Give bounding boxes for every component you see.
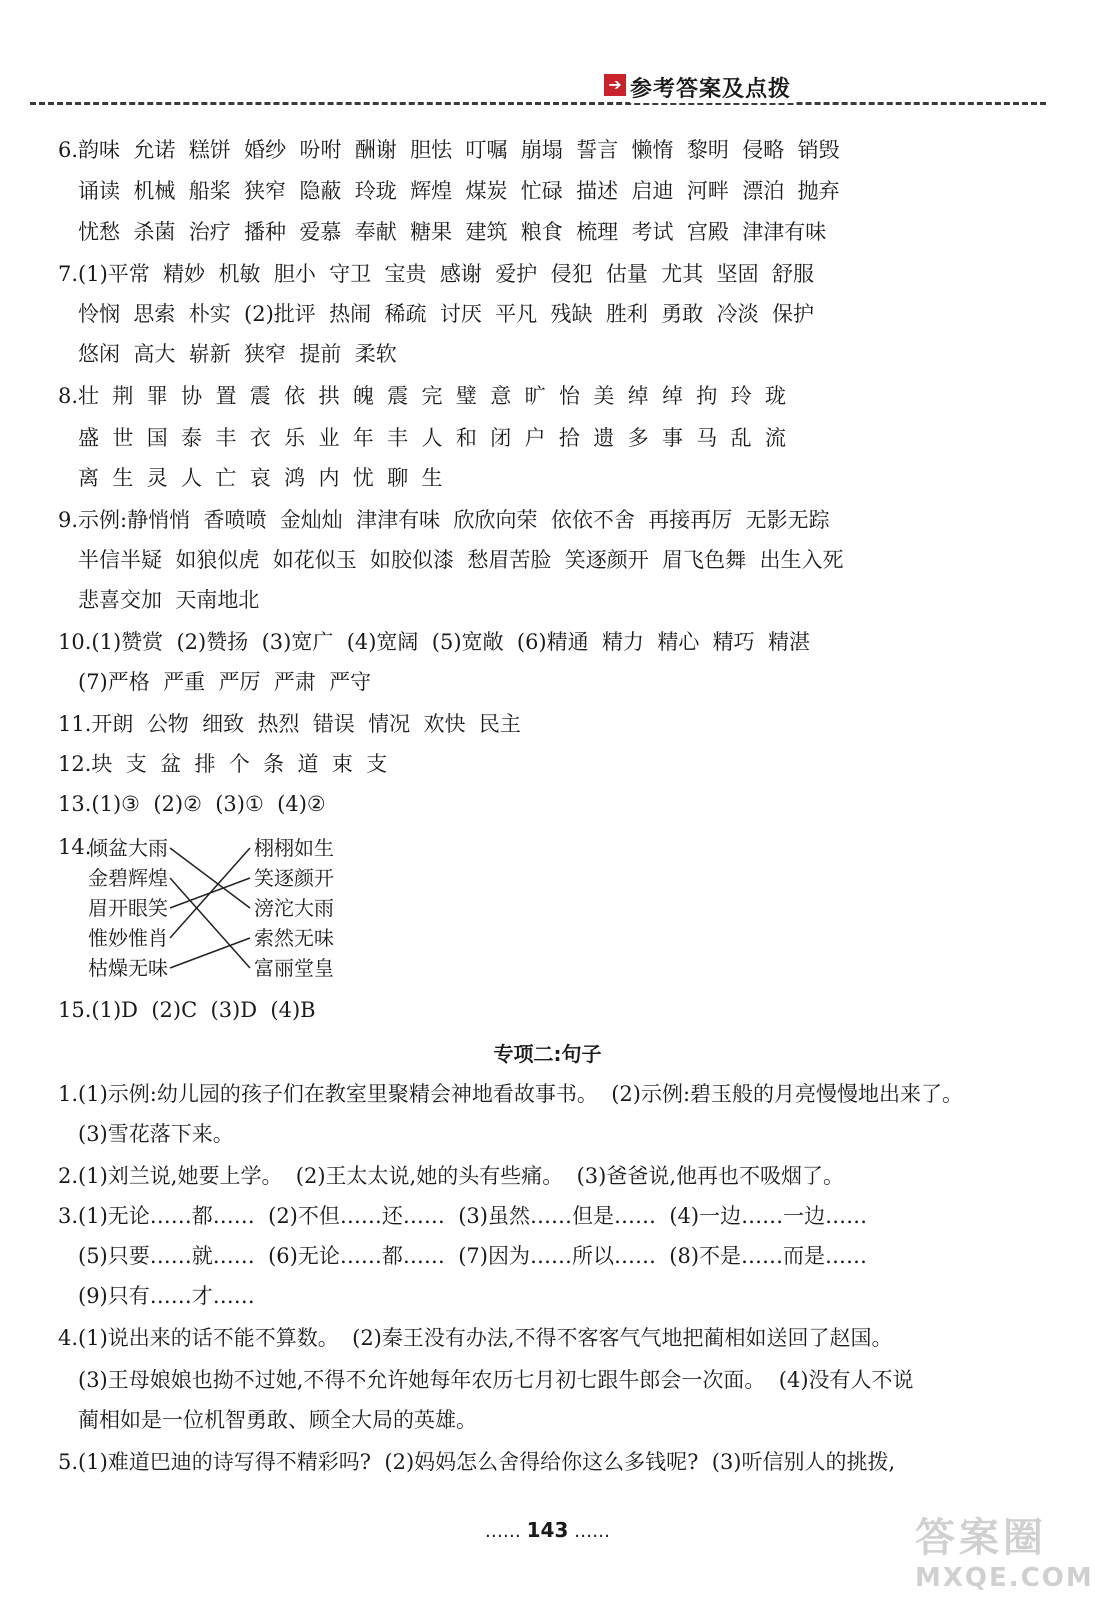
answer-line: (5)只要……就…… (6)无论……都…… (7)因为……所以…… (8)不是……而是……	[78, 1244, 868, 1268]
header-dashed-rule	[30, 102, 1046, 105]
q15-answer: 15.(1)D (2)C (3)D (4)B	[58, 998, 316, 1022]
match-line	[170, 848, 250, 938]
q14-left-item: 倾盆大雨	[88, 836, 168, 860]
watermark-top: 答案圈	[915, 1515, 1047, 1561]
answer-line: (7)严格 严重 严厉 严肃 严守	[78, 670, 372, 694]
answer-line: 1.(1)示例:幼儿园的孩子们在教室里聚精会神地看故事书。 (2)示例:碧玉般的月亮慢慢地出来了。	[58, 1082, 964, 1106]
answer-line: (3)王母娘娘也拗不过她,不得不允许她每年农历七月初七跟牛郎会一次面。 (4)没有人不说	[78, 1368, 914, 1392]
answer-line: 2.(1)刘兰说,她要上学。 (2)王太太说,她的头有些痛。 (3)爸爸说,他再也不吸烟了。	[58, 1164, 845, 1188]
answer-line: 盛 世 国 泰 丰 衣 乐 业 年 丰 人 和 闭 户 拾 遗 多 事 马 乱 流	[78, 426, 787, 450]
answer-line: 11.开朗 公物 细致 热烈 错误 情况 欢快 民主	[58, 712, 521, 736]
q14-left-item: 惟妙惟肖	[88, 926, 168, 950]
match-line	[170, 878, 250, 908]
q14-right-item: 栩栩如生	[254, 836, 334, 860]
answer-line: 4.(1)说出来的话不能不算数。 (2)秦王没有办法,不得不客客气气地把蔺相如送回了赵国。	[58, 1326, 893, 1350]
answer-line: 怜悯 思索 朴实 (2)批评 热闹 稀疏 讨厌 平凡 残缺 胜利 勇敢 冷淡 保护	[78, 302, 814, 326]
q14-right-item: 滂沱大雨	[254, 896, 334, 920]
answer-line: 6.韵味 允诺 糕饼 婚纱 吩咐 酬谢 胆怯 叮嘱 崩塌 誓言 懒惰 黎明 侵略 销毁	[58, 138, 840, 162]
q14-right-item: 索然无味	[254, 926, 334, 950]
section-title: 专项二:句子	[493, 1042, 602, 1066]
answer-line: 诵读 机械 船桨 狭窄 隐蔽 玲珑 辉煌 煤炭 忙碌 描述 启迪 河畔 漂泊 抛弃	[78, 179, 840, 203]
watermark-bottom: MXQE.COM	[915, 1563, 1094, 1593]
answer-line: 半信半疑 如狼似虎 如花似玉 如胶似漆 愁眉苦脸 笑逐颜开 眉飞色舞 出生入死	[78, 548, 844, 572]
answer-line: 10.(1)赞赏 (2)赞扬 (3)宽广 (4)宽阔 (5)宽敞 (6)精通 精力 精心 精巧 精湛	[58, 630, 811, 654]
footer-dots: ……	[484, 1521, 521, 1542]
q14-left-item: 眉开眼笑	[88, 896, 168, 920]
q14-right-item: 富丽堂皇	[254, 956, 334, 980]
answer-line: 蔺相如是一位机智勇敢、顾全大局的英雄。	[78, 1408, 477, 1432]
q14-right-item: 笑逐颜开	[254, 866, 334, 890]
watermark-logo	[915, 1506, 1094, 1594]
match-line	[170, 878, 250, 968]
answer-line: 13.(1)③ (2)② (3)① (4)②	[58, 792, 326, 816]
answer-line: 悲喜交加 天南地北	[78, 588, 260, 612]
q14-number: 14.	[58, 835, 92, 859]
arrow-right-icon: ➔	[604, 74, 626, 96]
footer-dots: ……	[574, 1521, 611, 1542]
answer-line: 3.(1)无论……都…… (2)不但……还…… (3)虽然……但是…… (4)一边……一边……	[58, 1204, 868, 1228]
answer-line: 5.(1)难道巴迪的诗写得不精彩吗? (2)妈妈怎么舍得给你这么多钱呢? (3)听信别人的挑拨,	[58, 1450, 896, 1474]
answer-line: 忧愁 杀菌 治疗 播种 爱慕 奉献 糖果 建筑 粮食 梳理 考试 宫殿 津津有味	[78, 220, 827, 244]
q14-left-column	[88, 833, 168, 983]
q14-left-item: 金碧辉煌	[88, 866, 168, 890]
answer-line: 7.(1)平常 精妙 机敏 胆小 守卫 宝贵 感谢 爱护 侵犯 估量 尤其 坚固 舒服	[58, 262, 814, 286]
answer-line: 8.壮 荆 罪 协 置 震 依 拱 魄 震 完 璧 意 旷 怡 美 绰 绰 拘 玲 珑	[58, 384, 787, 408]
q14-left-item: 枯燥无味	[88, 956, 168, 980]
answer-line: 离 生 灵 人 亡 哀 鸿 内 忧 聊 生	[78, 466, 443, 490]
answer-line: 9.示例:静悄悄 香喷喷 金灿灿 津津有味 欣欣向荣 依依不舍 再接再厉 无影无踪	[58, 508, 830, 532]
q14-right-column	[254, 833, 334, 983]
page-header	[30, 66, 1046, 106]
match-line	[170, 848, 250, 908]
page-number: 143	[526, 1518, 569, 1542]
match-line	[170, 938, 250, 968]
header-title: 参考答案及点拨	[630, 72, 795, 103]
answer-line: (3)雪花落下来。	[78, 1122, 234, 1146]
answer-line: 12.块 支 盆 排 个 条 道 束 支	[58, 752, 388, 776]
answer-line: (9)只有……才……	[78, 1284, 255, 1308]
answer-line: 悠闲 高大 崭新 狭窄 提前 柔软	[78, 342, 397, 366]
